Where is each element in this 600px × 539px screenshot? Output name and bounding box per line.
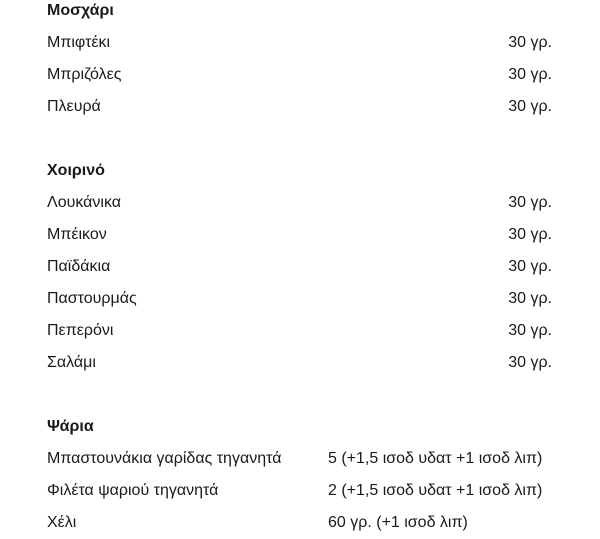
item-quantity: 2 (+1,5 ισοδ υδατ +1 ισοδ λιπ) [328,482,543,499]
item-name: Χέλι [47,514,77,531]
list-item [47,283,567,315]
item-name: Σαλάμι [47,354,96,371]
item-quantity: 5 (+1,5 ισοδ υδατ +1 ισοδ λιπ) [328,450,543,467]
list-item [47,27,567,59]
list-item [47,219,567,251]
item-name: Μπέικον [47,226,107,243]
food-portion-list [47,0,567,539]
list-item [47,443,567,475]
item-name: Μπαστουνάκια γαρίδας τηγανητά [47,450,282,467]
list-item [47,475,567,507]
item-quantity: 30 γρ. [508,226,552,243]
item-quantity: 30 γρ. [508,34,552,51]
list-item [47,347,567,379]
section-beef [47,0,567,123]
list-item [47,507,567,539]
item-name: Πεπερόνι [47,322,114,339]
section-title-beef: Μοσχάρι [47,2,114,19]
item-name: Πλευρά [47,98,101,115]
list-item [47,251,567,283]
item-name: Φιλέτα ψαριού τηγανητά [47,482,219,499]
item-quantity: 30 γρ. [508,98,552,115]
item-name: Παστουρμάς [47,290,137,307]
list-item [47,91,567,123]
item-quantity: 30 γρ. [508,258,552,275]
section-title-pork: Χοιρινό [47,162,105,179]
list-item [47,315,567,347]
item-name: Μπριζόλες [47,66,122,83]
item-quantity: 30 γρ. [508,354,552,371]
item-name: Παϊδάκια [47,258,111,275]
section-pork [47,155,567,379]
item-quantity: 30 γρ. [508,194,552,211]
list-item [47,187,567,219]
item-quantity: 60 γρ. (+1 ισοδ λιπ) [328,514,468,531]
list-item [47,59,567,91]
item-name: Λουκάνικα [47,194,121,211]
item-quantity: 30 γρ. [508,322,552,339]
item-quantity: 30 γρ. [508,66,552,83]
section-fish [47,411,567,539]
section-title-fish: Ψάρια [47,418,94,435]
item-quantity: 30 γρ. [508,290,552,307]
item-name: Μπιφτέκι [47,34,111,51]
